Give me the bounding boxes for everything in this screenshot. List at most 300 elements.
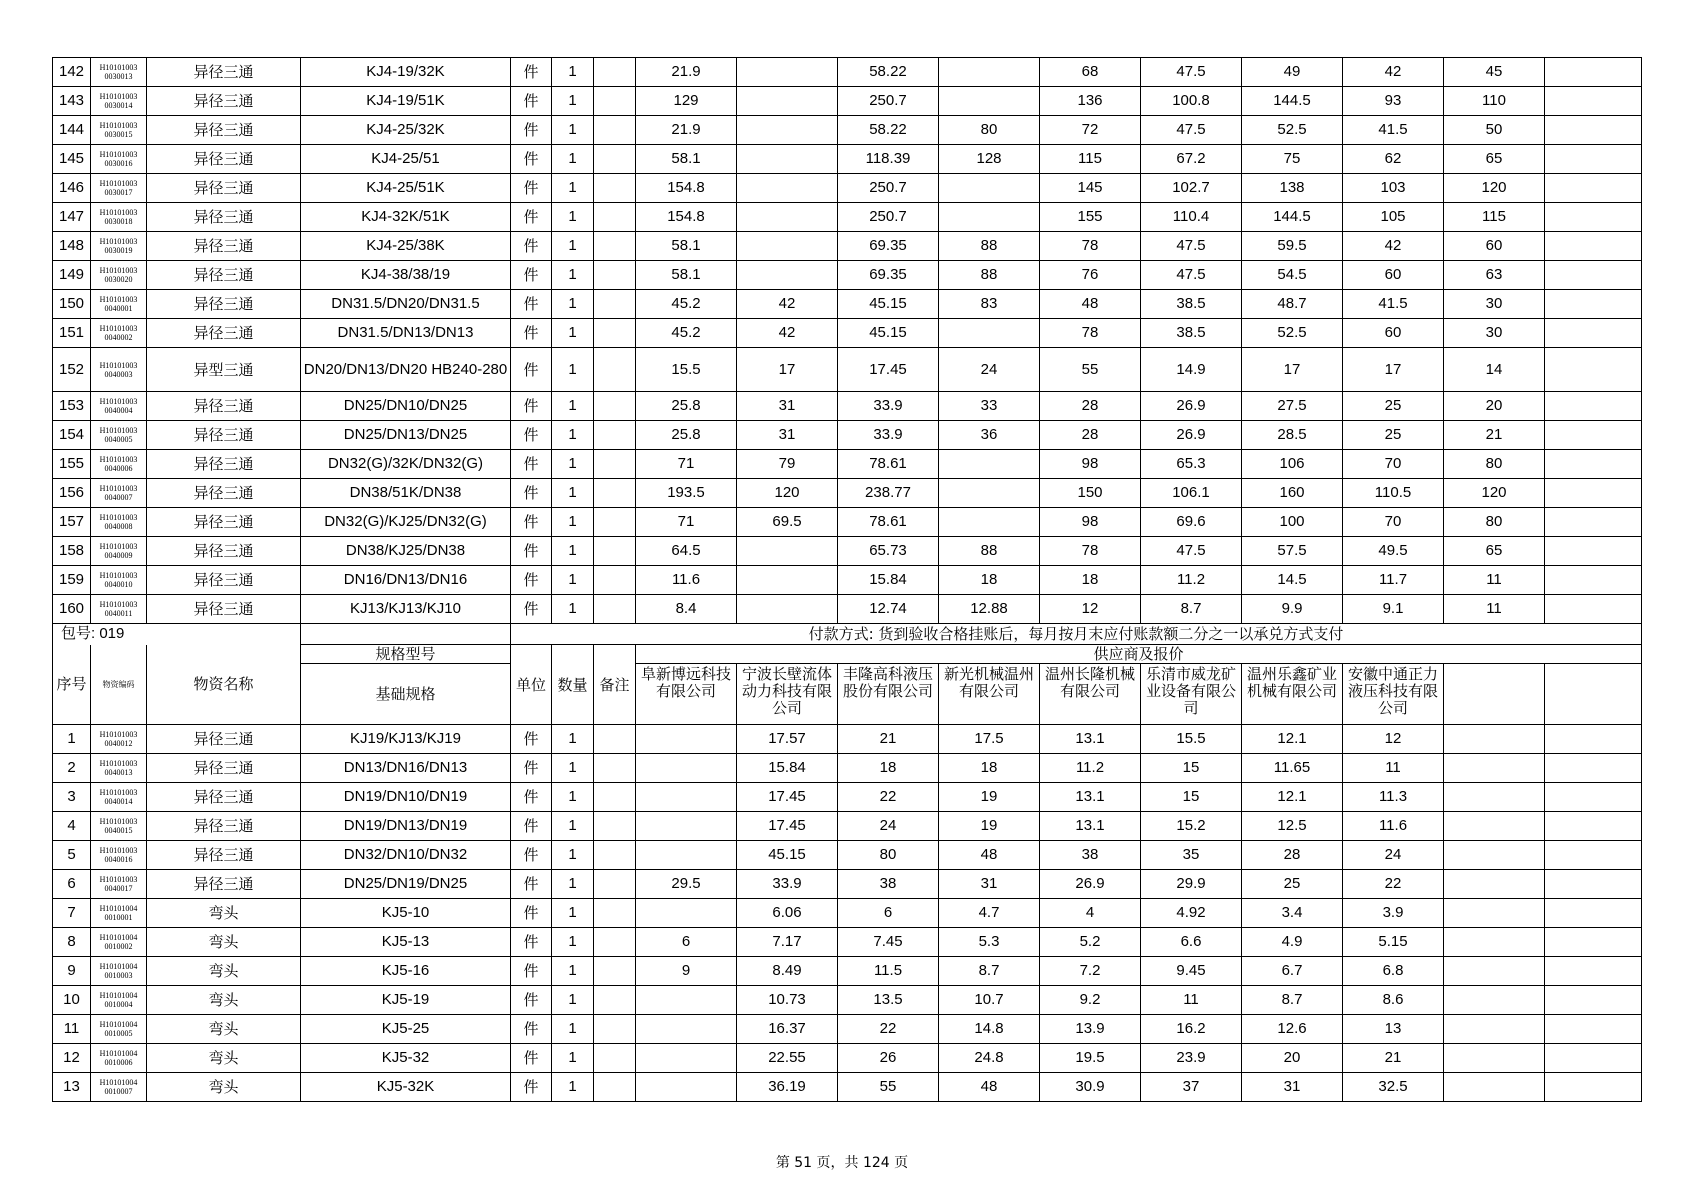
row-seq: 156 [53, 479, 91, 508]
row-seq: 160 [53, 595, 91, 624]
row-spec: DN16/DN13/DN16 [301, 566, 511, 595]
row-price: 13.1 [1040, 812, 1141, 841]
row-price [1545, 58, 1642, 87]
row-price [636, 1015, 737, 1044]
row-code: H10101003 0040010 [91, 566, 147, 595]
spec-gap [301, 624, 511, 645]
row-price: 13.1 [1040, 783, 1141, 812]
row-price: 64.5 [636, 537, 737, 566]
row-price: 63 [1444, 261, 1545, 290]
row-name: 异径三通 [147, 812, 301, 841]
row-seq: 9 [53, 957, 91, 986]
row-spec: DN32/DN10/DN32 [301, 841, 511, 870]
table-row [53, 783, 1642, 812]
row-price: 115 [1444, 203, 1545, 232]
row-price: 7.2 [1040, 957, 1141, 986]
row-price: 33.9 [838, 392, 939, 421]
row-price: 26.9 [1141, 392, 1242, 421]
row-qty: 1 [552, 319, 594, 348]
row-name: 异径三通 [147, 841, 301, 870]
row-price: 18 [1040, 566, 1141, 595]
row-price: 31 [939, 870, 1040, 899]
row-price [1444, 1073, 1545, 1102]
row-code: H10101003 0030013 [91, 58, 147, 87]
row-price: 16.2 [1141, 1015, 1242, 1044]
table-row [53, 319, 1642, 348]
row-name: 异径三通 [147, 58, 301, 87]
row-name: 异径三通 [147, 566, 301, 595]
row-price: 26 [838, 1044, 939, 1073]
row-note [594, 203, 636, 232]
row-spec: DN25/DN13/DN25 [301, 421, 511, 450]
header-supplier-empty [1545, 664, 1642, 725]
row-unit: 件 [511, 392, 552, 421]
row-qty: 1 [552, 841, 594, 870]
row-price [1444, 1044, 1545, 1073]
row-seq: 149 [53, 261, 91, 290]
row-price: 42 [1343, 232, 1444, 261]
row-price: 8.7 [1242, 986, 1343, 1015]
row-price: 106 [1242, 450, 1343, 479]
row-price: 13.1 [1040, 725, 1141, 754]
package-019-rows [53, 725, 1642, 1102]
row-note [594, 261, 636, 290]
row-price: 31 [1242, 1073, 1343, 1102]
row-unit: 件 [511, 1044, 552, 1073]
row-qty: 1 [552, 928, 594, 957]
row-price [636, 899, 737, 928]
row-note [594, 1073, 636, 1102]
row-name: 弯头 [147, 1073, 301, 1102]
row-unit: 件 [511, 174, 552, 203]
row-price: 78.61 [838, 508, 939, 537]
row-price: 62 [1343, 145, 1444, 174]
row-price: 14.9 [1141, 348, 1242, 392]
row-price: 11 [1343, 754, 1444, 783]
header-supplier: 安徽中通正力液压科技有限公司 [1343, 664, 1444, 725]
row-unit: 件 [511, 537, 552, 566]
row-seq: 153 [53, 392, 91, 421]
row-price: 21.9 [636, 58, 737, 87]
price-table [52, 57, 1642, 1102]
row-price: 128 [939, 145, 1040, 174]
row-price: 7.17 [737, 928, 838, 957]
row-price: 4.7 [939, 899, 1040, 928]
row-price: 75 [1242, 145, 1343, 174]
row-price: 11 [1444, 566, 1545, 595]
row-price [939, 203, 1040, 232]
row-seq: 143 [53, 87, 91, 116]
table-row [53, 87, 1642, 116]
row-unit: 件 [511, 508, 552, 537]
header-code: 物资编码 [91, 645, 147, 725]
row-price [636, 725, 737, 754]
row-name: 异径三通 [147, 203, 301, 232]
row-unit: 件 [511, 899, 552, 928]
row-price: 4.92 [1141, 899, 1242, 928]
row-seq: 1 [53, 725, 91, 754]
row-price: 71 [636, 508, 737, 537]
row-price: 30 [1444, 319, 1545, 348]
row-spec: DN13/DN16/DN13 [301, 754, 511, 783]
row-price: 24 [838, 812, 939, 841]
row-seq: 5 [53, 841, 91, 870]
row-price: 33.9 [838, 421, 939, 450]
row-code: H10101003 0040005 [91, 421, 147, 450]
row-price: 49.5 [1343, 537, 1444, 566]
row-price: 29.5 [636, 870, 737, 899]
row-price [1545, 508, 1642, 537]
row-price: 98 [1040, 450, 1141, 479]
row-price: 11.65 [1242, 754, 1343, 783]
row-price [1545, 1015, 1642, 1044]
row-price [1444, 812, 1545, 841]
row-unit: 件 [511, 290, 552, 319]
row-price: 193.5 [636, 479, 737, 508]
row-price [1545, 421, 1642, 450]
row-price [939, 87, 1040, 116]
row-code: H10101003 0040006 [91, 450, 147, 479]
row-note [594, 899, 636, 928]
row-price [939, 450, 1040, 479]
row-price [1444, 725, 1545, 754]
row-seq: 147 [53, 203, 91, 232]
row-unit: 件 [511, 87, 552, 116]
row-price [1545, 319, 1642, 348]
row-price [1545, 290, 1642, 319]
row-price: 250.7 [838, 87, 939, 116]
row-price: 7.45 [838, 928, 939, 957]
row-price [1545, 870, 1642, 899]
row-qty: 1 [552, 566, 594, 595]
row-qty: 1 [552, 725, 594, 754]
row-price: 4.9 [1242, 928, 1343, 957]
row-price: 31 [737, 392, 838, 421]
row-price: 42 [737, 319, 838, 348]
row-price [1545, 145, 1642, 174]
row-price: 160 [1242, 479, 1343, 508]
row-spec: KJ5-16 [301, 957, 511, 986]
row-price: 154.8 [636, 174, 737, 203]
row-price: 8.7 [939, 957, 1040, 986]
table-row [53, 348, 1642, 392]
row-price: 59.5 [1242, 232, 1343, 261]
row-price: 25.8 [636, 392, 737, 421]
row-name: 弯头 [147, 1015, 301, 1044]
row-price: 67.2 [1141, 145, 1242, 174]
package-018-rows [53, 58, 1642, 624]
row-name: 异径三通 [147, 537, 301, 566]
row-seq: 8 [53, 928, 91, 957]
row-qty: 1 [552, 870, 594, 899]
row-note [594, 450, 636, 479]
row-price: 19 [939, 783, 1040, 812]
row-price: 154.8 [636, 203, 737, 232]
row-price: 69.5 [737, 508, 838, 537]
row-name: 异径三通 [147, 421, 301, 450]
row-note [594, 957, 636, 986]
row-price [939, 319, 1040, 348]
row-price: 15.84 [838, 566, 939, 595]
row-name: 异径三通 [147, 754, 301, 783]
row-price: 36 [939, 421, 1040, 450]
row-price: 18 [939, 754, 1040, 783]
table-row [53, 290, 1642, 319]
table-row [53, 58, 1642, 87]
row-price: 21 [1444, 421, 1545, 450]
row-spec: KJ5-32K [301, 1073, 511, 1102]
row-price: 32.5 [1343, 1073, 1444, 1102]
payment-terms: 付款方式: 货到验收合格挂账后，每月按月末应付账款额二分之一以承兑方式支付 [511, 624, 1642, 645]
row-seq: 144 [53, 116, 91, 145]
table-row [53, 986, 1642, 1015]
row-unit: 件 [511, 421, 552, 450]
table-row [53, 508, 1642, 537]
table-row [53, 812, 1642, 841]
row-unit: 件 [511, 812, 552, 841]
row-price: 14.5 [1242, 566, 1343, 595]
row-price [1545, 261, 1642, 290]
table-row [53, 1044, 1642, 1073]
row-price: 98 [1040, 508, 1141, 537]
row-spec: DN32(G)/32K/DN32(G) [301, 450, 511, 479]
row-price: 250.7 [838, 174, 939, 203]
row-price: 28.5 [1242, 421, 1343, 450]
row-note [594, 841, 636, 870]
row-price: 22 [838, 783, 939, 812]
row-price: 48 [939, 841, 1040, 870]
row-name: 异径三通 [147, 783, 301, 812]
row-name: 异径三通 [147, 479, 301, 508]
row-name: 异径三通 [147, 319, 301, 348]
row-price: 19 [939, 812, 1040, 841]
row-spec: KJ4-25/38K [301, 232, 511, 261]
row-code: H10101004 0010006 [91, 1044, 147, 1073]
row-code: H10101004 0010001 [91, 899, 147, 928]
row-unit: 件 [511, 841, 552, 870]
row-code: H10101003 0030017 [91, 174, 147, 203]
row-price [737, 566, 838, 595]
row-price: 12 [1343, 725, 1444, 754]
row-price: 65.73 [838, 537, 939, 566]
row-price [1545, 1073, 1642, 1102]
row-price: 155 [1040, 203, 1141, 232]
row-price: 17 [737, 348, 838, 392]
row-note [594, 1015, 636, 1044]
row-price [737, 537, 838, 566]
row-price: 118.39 [838, 145, 939, 174]
table-row [53, 870, 1642, 899]
row-qty: 1 [552, 145, 594, 174]
table-row [53, 450, 1642, 479]
row-price [939, 58, 1040, 87]
table-row [53, 261, 1642, 290]
row-qty: 1 [552, 899, 594, 928]
row-price: 48.7 [1242, 290, 1343, 319]
row-unit: 件 [511, 58, 552, 87]
row-price: 8.4 [636, 595, 737, 624]
row-price: 103 [1343, 174, 1444, 203]
header-supplier: 乐清市威龙矿业设备有限公司 [1141, 664, 1242, 725]
row-qty: 1 [552, 261, 594, 290]
row-price [1545, 928, 1642, 957]
row-price: 5.3 [939, 928, 1040, 957]
row-price: 250.7 [838, 203, 939, 232]
table-row [53, 203, 1642, 232]
row-price [636, 841, 737, 870]
row-price: 45.2 [636, 290, 737, 319]
row-qty: 1 [552, 595, 594, 624]
row-spec: KJ5-10 [301, 899, 511, 928]
row-qty: 1 [552, 450, 594, 479]
row-price: 45.2 [636, 319, 737, 348]
row-unit: 件 [511, 145, 552, 174]
row-price: 58.22 [838, 58, 939, 87]
row-price: 69.6 [1141, 508, 1242, 537]
row-price: 57.5 [1242, 537, 1343, 566]
row-name: 异径三通 [147, 232, 301, 261]
row-price: 15.5 [1141, 725, 1242, 754]
table-row [53, 595, 1642, 624]
row-price: 80 [1444, 450, 1545, 479]
row-price: 41.5 [1343, 116, 1444, 145]
row-code: H10101003 0040013 [91, 754, 147, 783]
row-price [636, 1044, 737, 1073]
row-qty: 1 [552, 754, 594, 783]
row-price: 6.06 [737, 899, 838, 928]
row-spec: DN38/KJ25/DN38 [301, 537, 511, 566]
row-price: 20 [1444, 392, 1545, 421]
row-name: 异径三通 [147, 87, 301, 116]
row-price [1444, 928, 1545, 957]
row-note [594, 58, 636, 87]
row-note [594, 566, 636, 595]
row-price: 17.45 [737, 783, 838, 812]
row-spec: KJ4-25/51K [301, 174, 511, 203]
row-spec: KJ13/KJ13/KJ10 [301, 595, 511, 624]
row-note [594, 508, 636, 537]
row-price [1545, 116, 1642, 145]
row-price [1545, 986, 1642, 1015]
row-name: 异径三通 [147, 116, 301, 145]
row-note [594, 537, 636, 566]
row-price: 11.3 [1343, 783, 1444, 812]
row-price: 37 [1141, 1073, 1242, 1102]
row-price: 15.5 [636, 348, 737, 392]
row-unit: 件 [511, 348, 552, 392]
row-price: 11.6 [636, 566, 737, 595]
row-price: 28 [1040, 421, 1141, 450]
row-price: 80 [939, 116, 1040, 145]
row-qty: 1 [552, 986, 594, 1015]
row-seq: 158 [53, 537, 91, 566]
row-price: 11.5 [838, 957, 939, 986]
row-price: 20 [1242, 1044, 1343, 1073]
row-spec: DN32(G)/KJ25/DN32(G) [301, 508, 511, 537]
row-unit: 件 [511, 319, 552, 348]
row-price: 60 [1343, 319, 1444, 348]
row-price [939, 508, 1040, 537]
row-price: 88 [939, 261, 1040, 290]
row-price [1545, 348, 1642, 392]
row-price: 12 [1040, 595, 1141, 624]
row-code: H10101003 0040001 [91, 290, 147, 319]
table-row [53, 566, 1642, 595]
table-row [53, 841, 1642, 870]
row-unit: 件 [511, 1015, 552, 1044]
row-price: 71 [636, 450, 737, 479]
row-note [594, 870, 636, 899]
row-price: 24 [1343, 841, 1444, 870]
row-code: H10101003 0040014 [91, 783, 147, 812]
row-price: 49 [1242, 58, 1343, 87]
row-name: 异径三通 [147, 392, 301, 421]
row-price: 70 [1343, 508, 1444, 537]
row-note [594, 348, 636, 392]
row-price: 8.6 [1343, 986, 1444, 1015]
row-code: H10101003 0030015 [91, 116, 147, 145]
row-note [594, 986, 636, 1015]
row-code: H10101003 0030016 [91, 145, 147, 174]
row-spec: KJ4-19/51K [301, 87, 511, 116]
row-price: 12.1 [1242, 725, 1343, 754]
row-price [1545, 783, 1642, 812]
row-spec: DN19/DN13/DN19 [301, 812, 511, 841]
row-unit: 件 [511, 870, 552, 899]
row-seq: 146 [53, 174, 91, 203]
header-spec-group: 规格型号 [301, 645, 511, 664]
table-row [53, 174, 1642, 203]
table-row [53, 1073, 1642, 1102]
row-price [636, 783, 737, 812]
row-price: 18 [838, 754, 939, 783]
row-price: 10.73 [737, 986, 838, 1015]
row-price: 17 [1343, 348, 1444, 392]
row-price: 6.8 [1343, 957, 1444, 986]
table-row [53, 928, 1642, 957]
row-price [737, 174, 838, 203]
row-price: 12.88 [939, 595, 1040, 624]
row-price: 9 [636, 957, 737, 986]
row-seq: 13 [53, 1073, 91, 1102]
row-name: 弯头 [147, 1044, 301, 1073]
header-supplier: 阜新博远科技有限公司 [636, 664, 737, 725]
row-price: 120 [1444, 479, 1545, 508]
row-price: 38 [1040, 841, 1141, 870]
row-price: 24.8 [939, 1044, 1040, 1073]
row-price: 55 [1040, 348, 1141, 392]
row-code: H10101004 0010004 [91, 986, 147, 1015]
row-price: 28 [1242, 841, 1343, 870]
row-spec: KJ4-32K/51K [301, 203, 511, 232]
row-spec: KJ4-25/51 [301, 145, 511, 174]
table-row [53, 232, 1642, 261]
row-price: 14.8 [939, 1015, 1040, 1044]
row-spec: DN19/DN10/DN19 [301, 783, 511, 812]
row-price [1444, 957, 1545, 986]
table-row [53, 421, 1642, 450]
row-price: 21.9 [636, 116, 737, 145]
row-qty: 1 [552, 421, 594, 450]
row-price: 50 [1444, 116, 1545, 145]
row-code: H10101004 0010002 [91, 928, 147, 957]
row-spec: DN38/51K/DN38 [301, 479, 511, 508]
row-price: 12.74 [838, 595, 939, 624]
row-name: 异径三通 [147, 450, 301, 479]
row-unit: 件 [511, 116, 552, 145]
row-price: 45.15 [838, 290, 939, 319]
table-row [53, 899, 1642, 928]
